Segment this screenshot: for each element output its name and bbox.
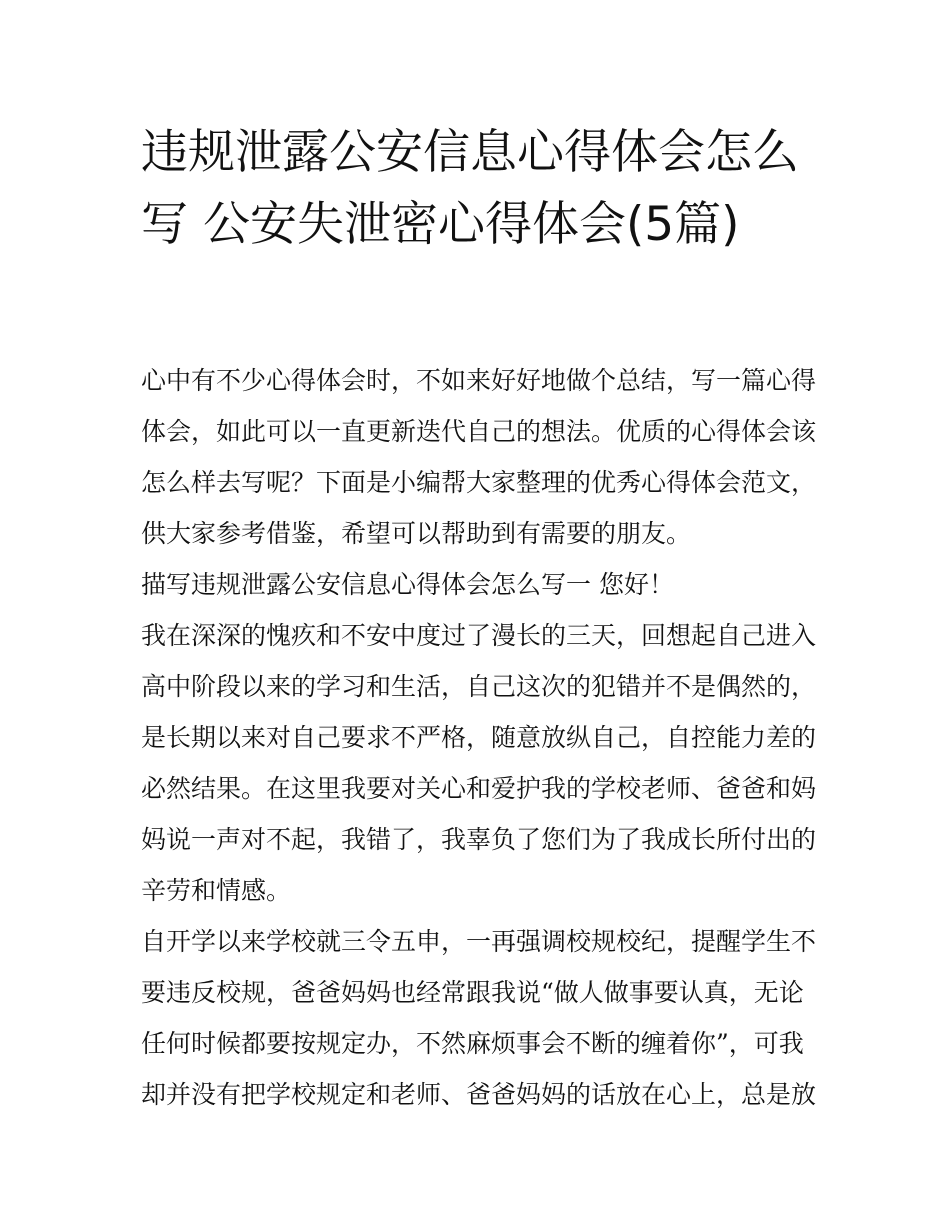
- document-body: [141, 355, 823, 1120]
- document-title: 违规泄露公安信息心得体会怎么写 公安失泄密心得体会(5篇): [141, 125, 799, 252]
- paragraph-school-rules: 自开学以来学校就三令五申，一再强调校规校纪，提醒学生不要违反校规，爸爸妈妈也经常跟我说“做人做事要认真，无论任何时候都要按规定办，不然麻烦事会不断的缠着你”，可我却并没有把学校规定和老师、爸爸妈妈的话放在心上，总是放: [141, 927, 817, 1109]
- paragraph-section-heading: 描写违规泄露公安信息心得体会怎么写一 您好！: [141, 570, 674, 599]
- paragraph-apology: 我在深深的愧疚和不安中度过了漫长的三天，回想起自己进入高中阶段以来的学习和生活，自己这次的犯错并不是偶然的，是长期以来对自己要求不严格，随意放纵自己，自控能力差的必然结果。在这里我要对关心和爱护我的学校老师、爸爸和妈妈说一声对不起，我错了，我辜负了您们为了我成长所付出的辛劳和情感。: [141, 621, 817, 905]
- paragraph-intro: 心中有不少心得体会时，不如来好好地做个总结，写一篇心得体会，如此可以一直更新迭代自己的想法。优质的心得体会该怎么样去写呢？下面是小编帮大家整理的优秀心得体会范文，供大家参考借鉴，希望可以帮助到有需要的朋友。: [141, 366, 817, 548]
